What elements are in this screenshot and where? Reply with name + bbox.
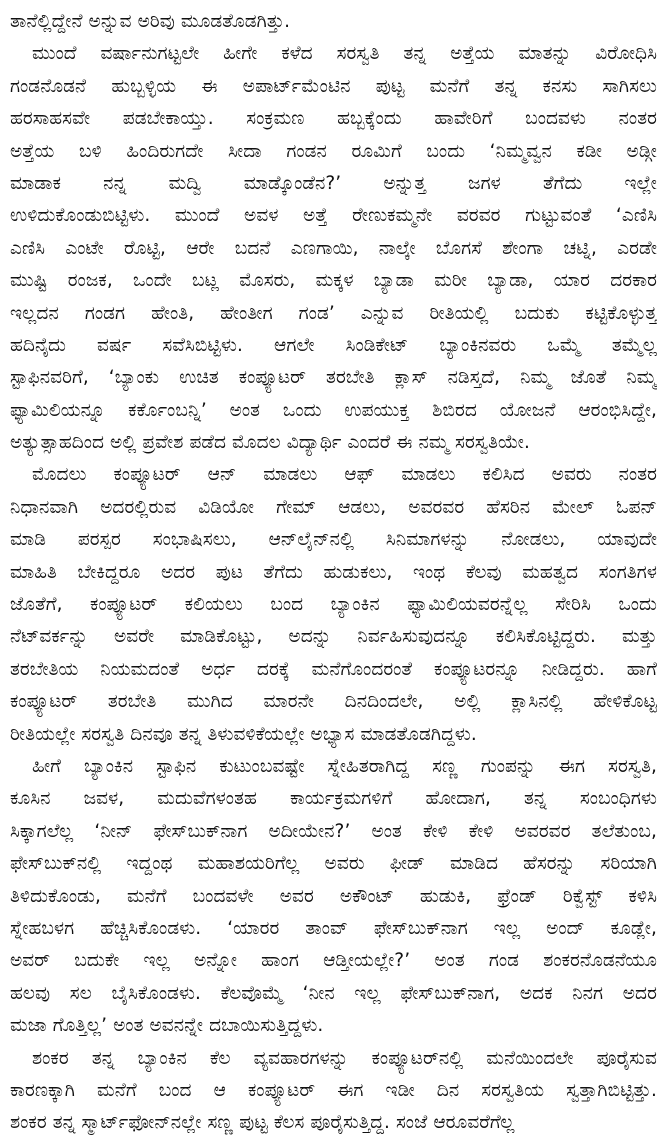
- text-line: ಅತ್ತೆಯ ಬಳಿ ಹಿಂದಿರುಗದೇ ಸೀದಾ ಗಂಡನ ರೂಮಿಗೆ ಬಂದು ‘ನಿಮ್ಮವ್ವನ ಕಡೀ ಅಡ್ಗೀ: [10, 140, 657, 162]
- text-line: ಶಂಕರ ತನ್ನ ಬ್ಯಾಂಕಿನ ಕೆಲ ವ್ಯವಹಾರಗಳನ್ನು ಕಂಪ್ಯೂಟರ್‌ನಲ್ಲಿ ಮನೆಯಿಂದಲೇ ಪೂರೈಸುವ: [32, 1047, 657, 1069]
- text-line: ಮುಂದೆ ವರ್ಷಾನುಗಟ್ಟಲೇ ಹೀಗೇ ಕಳೆದ ಸರಸ್ವತಿ ತನ್ನ ಅತ್ತೆಯ ಮಾತನ್ನು ವಿರೋಧಿಸಿ: [32, 43, 657, 65]
- text-line: ಹಲವು ಸಲ ಬೈಸಿಕೊಂಡಳು. ಕೆಲವೊಮ್ಮೆ ‘ನೀನ ಇಲ್ಲ ಫೇಸ್‌ಬುಕ್‌ನಾಗ, ಅದಕ ನಿನಗ ಅದರ: [10, 982, 657, 1004]
- text-line: ಜೊತೆಗೆ, ಕಂಪ್ಯೂಟರ್ ಕಲಿಯಲು ಬಂದ ಬ್ಯಾಂಕಿನ ಫ್ಯಾಮಿಲಿಯವರನ್ನೆಲ್ಲ ಸೇರಿಸಿ ಒಂದು: [10, 594, 657, 616]
- text-line: ಮೊದಲು ಕಂಪ್ಯೂಟರ್ ಆನ್ ಮಾಡಲು ಆಫ್ ಮಾಡಲು ಕಲಿಸಿದ ಅವರು ನಂತರ: [32, 464, 657, 486]
- text-line: ಸ್ನೇಹಬಳಗ ಹೆಚ್ಚಿಸಿಕೊಂಡಳು. ‘ಯಾರರ ತಾಂವ್ ಫೇಸ್‌ಬುಕ್‌ನಾಗ ಇಲ್ಲ ಅಂದ್ ಕೂಡ್ಲೇ,: [10, 917, 657, 939]
- text-line: ಹೀಗೆ ಬ್ಯಾಂಕಿನ ಸ್ಟಾಫಿನ ಕುಟುಂಬವಷ್ಟೇ ಸ್ನೇಹಿತರಾಗಿದ್ದ ಸಣ್ಣ ಗುಂಪನ್ನು ಈಗ ಸರಸ್ವತಿ,: [32, 755, 657, 777]
- text-line: ಉಳಿದುಕೊಂಡುಬಿಟ್ಟಿಳು. ಮುಂದೆ ಅವಳ ಅತ್ತೆ ರೇಣುಕಮ್ಮನೇ ವರವರ ಗುಟ್ಟುವಂತೆ ‘ಎಣಿಸಿ: [10, 205, 657, 227]
- text-line: ನೆಟ್‌ವರ್ಕನ್ನು ಅವರೇ ಮಾಡಿಕೊಟ್ಟು, ಅದನ್ನು ನಿರ್ವಹಿಸುವುದನ್ನೂ ಕಲಿಸಿಕೊಟ್ಟಿದ್ದರು. ಮತ್ತು: [10, 626, 657, 648]
- text-line: ತರಬೇತಿಯ ನಿಯಮದಂತೆ ಅರ್ಧ ದರಕ್ಕೆ ಮನೆಗೊಂದರಂತೆ ಕಂಪ್ಯೂಟರನ್ನೂ ನೀಡಿದ್ದರು. ಹಾಗೆ: [10, 658, 657, 680]
- paragraph: [10, 1043, 657, 1140]
- text-line: ಮಜಾ ಗೊತ್ತಿಲ್ಲ’ ಅಂತ ಅವನನ್ನೇ ದಬಾಯಿಸುತ್ತಿದ್ದಳು.: [10, 1015, 324, 1037]
- text-line: ಗಂಡನೊಡನೆ ಹುಬ್ಬಳ್ಳಿಯ ಈ ಅಪಾರ್ಟ್‌ಮೆಂಟಿನ ಪುಟ್ಟ ಮನೆಗೆ ತನ್ನ ಕನಸು ಸಾಗಿಸಲು: [10, 75, 657, 97]
- text-line: ಫ್ಯಾಮಿಲಿಯನ್ನೂ ಕರ್ಕೊಂಬನ್ನಿ’ ಅಂತ ಒಂದು ಉಪಯುಕ್ತ ಶಿಬಿರದ ಯೋಜನೆ ಆರಂಭಿಸಿದ್ದೇ,: [10, 399, 657, 421]
- text-line: ಮುಷ್ಟಿ ರಂಜಕ, ಒಂದೇ ಬಟ್ಲ ಮೊಸರು, ಮಕ್ಕಳ ಬ್ಯಾಡಾ ಮರೀ ಬ್ಯಾಡಾ, ಯಾರ ದರಕಾರ: [10, 270, 657, 292]
- text-line: ಹರಸಾಹಸವೇ ಪಡಬೇಕಾಯ್ತು. ಸಂಕ್ರಮಣ ಹಬ್ಬಕ್ಕೆಂದು ಹಾವೇರಿಗೆ ಬಂದವಳು ನಂತರ: [10, 108, 657, 130]
- text-line: ಸಿಕ್ಕಾಗಲೆಲ್ಲ ‘ನೀನ್ ಫೇಸ್‌ಬುಕ್‌ನಾಗ ಅದೀಯೇನ?’ ಅಂತ ಕೇಳಿ ಕೇಳಿ ಅವರವರ ತಲೆತುಂಬ,: [10, 820, 657, 842]
- text-line: ಮಾಹಿತಿ ಬೇಕಿದ್ದರೂ ಅದರ ಪುಟ ತೆಗೆದು ಹುಡುಕಲು, ಇಂಥ ಕೆಲವು ಮಹತ್ವದ ಸಂಗತಿಗಳ: [10, 561, 657, 583]
- text-line: ತಿಳಿದುಕೊಂಡು, ಮನೆಗೆ ಬಂದವಳೇ ಅವರ ಅಕೌಂಟ್ ಹುಡುಕಿ, ಫ್ರೆಂಡ್ ರಿಕ್ವೆಸ್ಟ್ ಕಳಿಸಿ: [10, 885, 657, 907]
- text-line: ಅತ್ಯುತ್ಸಾಹದಿಂದ ಅಲ್ಲಿ ಪ್ರವೇಶ ಪಡೆದ ಮೊದಲ ವಿದ್ಯಾರ್ಥಿ ಎಂದರೆ ಈ ನಮ್ಮ ಸರಸ್ವತಿಯೇ.: [10, 432, 530, 454]
- paragraph: [10, 459, 657, 751]
- text-line: ಕಂಪ್ಯೂಟರ್ ತರಬೇತಿ ಮುಗಿದ ಮಾರನೇ ದಿನದಿಂದಲೇ, ಅಲ್ಲಿ ಕ್ಲಾಸಿನಲ್ಲಿ ಹೇಳಿಕೊಟ್ಟ: [10, 691, 657, 713]
- text-line: ಹದಿನೈದು ವರ್ಷ ಸವೆಸಿಬಿಟ್ಟಿಳು. ಆಗಲೇ ಸಿಂಡಿಕೇಟ್ ಬ್ಯಾಂಕಿನವರು ಒಮ್ಮೆ ತಮ್ಮೆಲ್ಲ: [10, 334, 657, 356]
- text-line: ಇಲ್ಲದನ ಗಂಡಗ ಹೇಂತಿ, ಹೇಂತೀಗ ಗಂಡ’ ಎನ್ನುವ ರೀತಿಯಲ್ಲಿ ಬದುಕು ಕಟ್ಟಿಕೊಳ್ಳುತ್ತ: [10, 302, 657, 324]
- text-line: ಫೇಸ್‌ಬುಕ್‌ನಲ್ಲಿ ಇದ್ದಂಥ ಮಹಾಶಯರಿಗೆಲ್ಲ ಅವರು ಫೀಡ್ ಮಾಡಿದ ಹೆಸರನ್ನು ಸರಿಯಾಗಿ: [10, 853, 657, 875]
- text-line: ನಿಧಾನವಾಗಿ ಅದರಲ್ಲಿರುವ ವಿಡಿಯೋ ಗೇಮ್ ಆಡಲು, ಅವರವರ ಹೆಸರಿನ ಮೇಲ್ ಓಪನ್: [10, 496, 657, 518]
- text-line: ರೀತಿಯಲ್ಲೇ ಸರಸ್ವತಿ ದಿನವೂ ತನ್ನ ತಿಳುವಳಿಕೆಯಲ್ಲೇ ಅಭ್ಯಾಸ ಮಾಡತೊಡಗಿದ್ದಳು.: [10, 723, 477, 745]
- text-line: ಸ್ಟಾಫಿನವರಿಗೆ, ‘ಬ್ಯಾಂಕು ಉಚಿತ ಕಂಪ್ಯೂಟರ್ ತರಬೇತಿ ಕ್ಲಾಸ್ ನಡಿಸ್ತದೆ, ನಿಮ್ಮ ಜೊತೆ ನಿಮ್ಮ: [10, 367, 657, 389]
- text-line: ಅವರ್ ಬದುಕೇ ಇಲ್ಲ ಅನ್ನೋ ಹಾಂಗ ಆಡ್ತೀಯಲ್ಲೇ?’ ಅಂತ ಗಂಡ ಶಂಕರನೊಡನೆಯೂ: [10, 950, 657, 972]
- text-line: ಕಾರಣಕ್ಕಾಗಿ ಮನೆಗೆ ಬಂದ ಆ ಕಂಪ್ಯೂಟರ್ ಈಗ ಇಡೀ ದಿನ ಸರಸ್ವತಿಯ ಸ್ವತ್ತಾಗಿಬಿಟ್ಟಿತ್ತು.: [10, 1079, 657, 1101]
- paragraph: [10, 38, 657, 459]
- text-line: ಕೂಸಿನ ಜವಳ, ಮದುವೆಗಳಂತಹ ಕಾರ್ಯಕ್ರಮಗಳಿಗೆ ಹೋದಾಗ, ತನ್ನ ಸಂಬಂಧಿಗಳು: [10, 788, 657, 810]
- text-line: ಎಣಿಸಿ ಎಂಟೇ ರೊಟ್ಟಿ, ಆರೇ ಬದನೆ ಎಣಗಾಯಿ, ನಾಲ್ಕೇ ಬೊಗಸೆ ಶೇಂಗಾ ಚಟ್ನಿ, ಎರಡೇ: [10, 237, 657, 259]
- text-line: ಶಂಕರ ತನ್ನ ಸ್ಮಾರ್ಟ್‌ಫೋನ್‌ನಲ್ಲೇ ಸಣ್ಣ ಪುಟ್ಟ ಕೆಲಸ ಪೂರೈಸುತ್ತಿದ್ದ. ಸಂಜೆ ಆರೂವರೆಗೆಲ್ಲ: [10, 1112, 515, 1134]
- paragraph: [10, 751, 657, 1043]
- text-line: ತಾನೆಲ್ಲಿದ್ದೇನೆ ಅನ್ನುವ ಅರಿವು ಮೂಡತೊಡಗಿತ್ತು.: [10, 11, 291, 32]
- paragraph: [10, 6, 657, 38]
- text-line: ಮಾಡಾಕ ನನ್ನ ಮದ್ವಿ ಮಾಡ್ಕೊಂಡೆನ?’ ಅನ್ನುತ್ತ ಜಗಳ ತೆಗೆದು ಇಲ್ಲೇ: [10, 172, 657, 194]
- text-line: ಮಾಡಿ ಪರಸ್ಪರ ಸಂಭಾಷಿಸಲು, ಆನ್‌ಲೈನ್‌ನಲ್ಲಿ ಸಿನಿಮಾಗಳನ್ನು ನೋಡಲು, ಯಾವುದೇ: [10, 529, 657, 551]
